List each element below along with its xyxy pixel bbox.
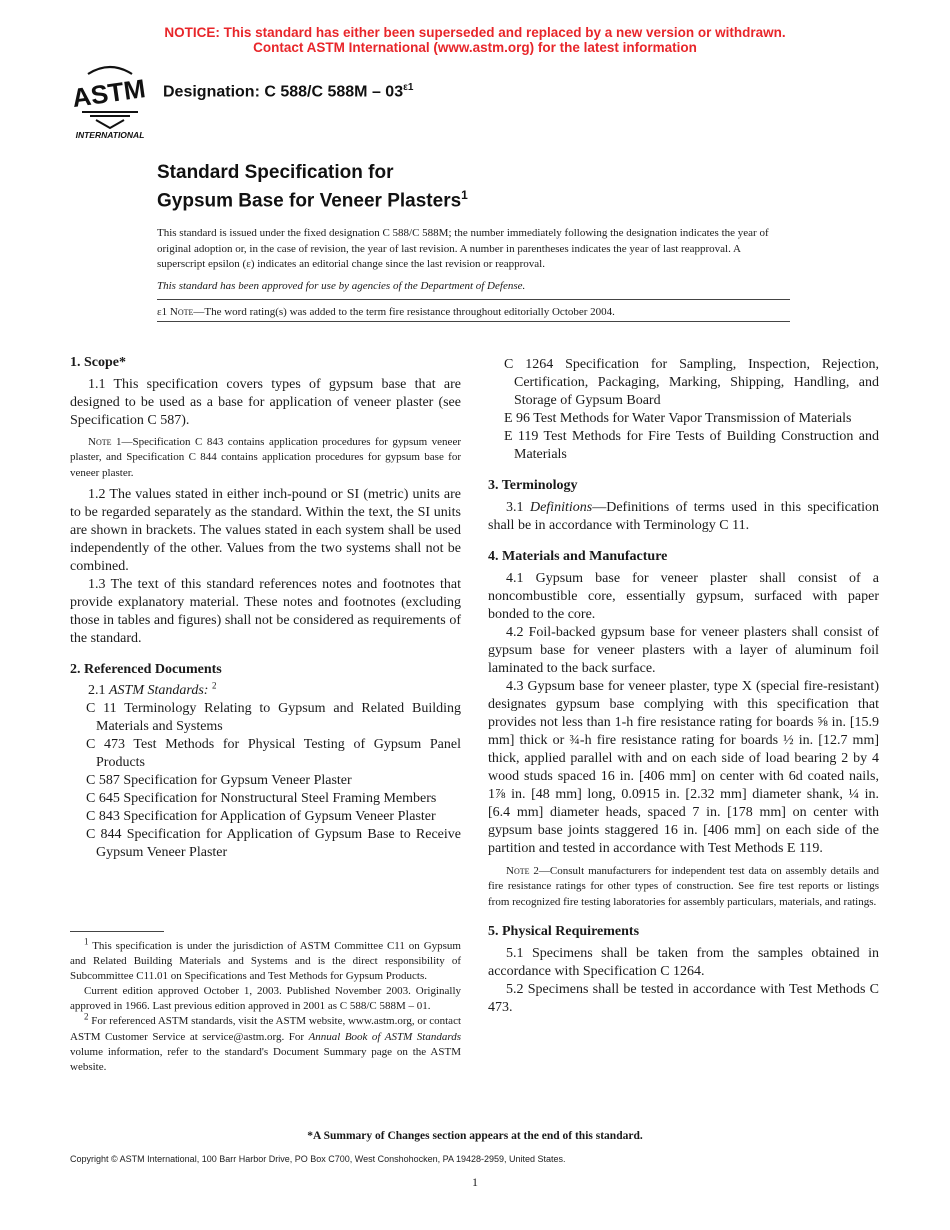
note-2-label: Note	[506, 865, 530, 877]
notice-line-1: NOTICE: This standard has either been superseded and replaced by a new version or withdrawn.	[164, 25, 786, 40]
paragraph-5-1: 5.1 Specimens shall be taken from the samples obtained in accordance with Specification C 1264.	[488, 945, 879, 979]
footnote-1-edition: Current edition approved October 1, 2003. Published November 2003. Originally approved in 1966. Last previous edition approved in 2001 as C 588/C 588M – 01.	[70, 985, 461, 1013]
reference-item: E 119 Test Methods for Fire Tests of Building Construction and Materials	[504, 429, 879, 462]
reference-item: C 843 Specification for Application of Gypsum Veneer Plaster	[86, 808, 436, 824]
reference-item: C 844 Specification for Application of Gypsum Base to Receive Gypsum Veneer Plaster	[86, 826, 461, 860]
paragraph-3-1	[488, 499, 879, 535]
footnote-2	[70, 1011, 462, 1074]
reference-item: C 645 Specification for Nonstructural Steel Framing Members	[86, 790, 437, 806]
section-heading-terminology: 3. Terminology	[488, 478, 578, 493]
note-2	[488, 864, 879, 910]
footnote-divider	[70, 931, 164, 932]
paragraph-4-2: 4.2 Foil-backed gypsum base for veneer plasters shall consist of gypsum base for veneer plasters with a layer of aluminum foil laminated to the back surface.	[488, 625, 879, 676]
reference-item: E 96 Test Methods for Water Vapor Transmission of Materials	[504, 411, 852, 426]
footnote-1	[70, 936, 461, 984]
divider	[157, 321, 790, 322]
section-heading-physical: 5. Physical Requirements	[488, 923, 640, 939]
footnotes	[70, 936, 462, 1075]
paragraph-5-2: 5.2 Specimens shall be tested in accordance with Test Methods C 473.	[488, 981, 879, 1015]
footnote-1-mark: 1	[84, 936, 89, 947]
notice-line-2: Contact ASTM International (www.astm.org) for the latest information	[253, 40, 697, 55]
logo-text: ASTM	[70, 73, 148, 114]
copyright: Copyright © ASTM International, 100 Barr Harbor Drive, PO Box C700, West Conshohocken, PA 19428-2959, United States.	[70, 1154, 566, 1164]
note-1-label: Note	[88, 436, 112, 448]
editorial-mark: ε1	[157, 306, 168, 318]
footnote-2-text-b: volume information, refer to the standard's Document Summary page on the ASTM website.	[70, 1045, 461, 1073]
footnote-2-italic: Annual Book of ASTM Standards	[308, 1030, 462, 1043]
title-footnote-mark: 1	[461, 188, 468, 202]
note-1	[70, 435, 461, 481]
designation	[163, 82, 413, 101]
footnote-1-text: This specification is under the jurisdiction of ASTM Committee C11 on Gypsum and Related Building Materials and Systems and is the direct responsibility of Subcommittee C11.01 on Specifications and Test Methods for Gypsum Products.	[70, 940, 461, 983]
paragraph-3-1-num: 3.1	[506, 500, 524, 515]
reference-item: C 473 Test Methods for Physical Testing of Gypsum Panel Products	[86, 736, 461, 770]
paragraph-1-1: 1.1 This specification covers types of gypsum base that are designed to be used as a base for application of veneer plaster (see Specification C 587).	[70, 377, 461, 428]
withdrawal-notice	[0, 25, 950, 55]
section-heading-scope: 1. Scope*	[70, 355, 126, 370]
paragraph-1-3: 1.3 The text of this standard references notes and footnotes that provide explanatory material. These notes and footnotes (excluding those in tables and figures) shall not be considered as requirements of the standard.	[70, 576, 461, 646]
summary-of-changes-note: *A Summary of Changes section appears at the end of this standard.	[307, 1130, 643, 1142]
editorial-note	[157, 305, 790, 321]
paragraph-3-1-text: —Definitions of terms used in this specification shall be in accordance with Terminology C 11.	[488, 500, 880, 533]
reference-item: C 587 Specification for Gypsum Veneer Plaster	[86, 772, 352, 788]
designation-label: Designation: C 588/C 588M – 03	[163, 83, 404, 101]
editorial-note-label: Note	[169, 306, 194, 318]
reference-item: C 1264 Specification for Sampling, Inspection, Rejection, Certification, Packaging, Marking, Shipping, Handling, and Storage of Gypsum Board	[504, 357, 879, 408]
paragraph-4-3: 4.3 Gypsum base for veneer plaster, type X (special fire-resistant) designates gypsum base complying with this specification that provides not less than 1-h fire resistance rating for boards ⅝ in. [15.9 mm] thick or ¾-h fire resistance rating for boards ½ in. [12.7 mm] thick, applied parallel with and on each side of load bearing 2 by 4 wood studs spaced 16 in. [406 mm] on center with 6d coated nails, 1⅞ in. [48 mm] long, 0.0915 in. [2.32 mm] diameter shank, ¼ in. [6.4 mm] diameter heads, spaced 7 in. [178 mm] on center with gypsum base joints staggered 16 in. [406 mm] on each side of the partition and tested in accordance with Test Methods E 119.	[488, 679, 879, 856]
issuance-statement: This standard is issued under the fixed designation C 588/C 588M; the number immediately following the designation indicates the year of original adoption or, in the case of revision, the year of last revision. A number in parentheses indicates the year of last reapproval. A superscript epsilon (ε) indicates an editorial change since the last revision or reapproval.	[157, 227, 769, 270]
page-number: 1	[472, 1175, 478, 1189]
right-column	[488, 356, 879, 1017]
divider	[157, 299, 790, 300]
footnote-2-text-a: For referenced ASTM standards, visit the ASTM website, www.astm.org, or contact ASTM Customer Service at service@astm.org. For	[70, 1015, 462, 1043]
dod-approval: This standard has been approved for use by agencies of the Department of Defense.	[157, 280, 526, 292]
paragraph-2-1-label: ASTM Standards:	[109, 682, 209, 698]
astm-logo-icon	[68, 62, 152, 142]
left-column	[70, 354, 461, 862]
logo-subtext: INTERNATIONAL	[75, 130, 145, 140]
page-title	[157, 162, 468, 212]
paragraph-4-1: 4.1 Gypsum base for veneer plaster shall consist of a noncombustible core, essentially gypsum, surfaced with paper bonded to the core.	[488, 571, 879, 622]
editorial-note-text: —The word rating(s) was added to the term fire resistance throughout editorially October 2004.	[193, 306, 615, 318]
reference-item: C 11 Terminology Relating to Gypsum and Related Building Materials and Systems	[86, 700, 461, 734]
designation-superscript: ε1	[403, 82, 414, 93]
title-line-1: Standard Specification for	[157, 162, 394, 183]
footnote-2-mark: 2	[84, 1011, 89, 1022]
section-heading-referenced-documents: 2. Referenced Documents	[70, 661, 222, 677]
section-heading-materials: 4. Materials and Manufacture	[488, 549, 668, 564]
paragraph-2-1-num: 2.1	[88, 682, 106, 698]
note-1-text: 1—Specification C 843 contains application procedures for gypsum veneer plaster, and Specification C 844 contains application procedures for gypsum base for veneer plaster.	[70, 436, 461, 479]
title-line-2: Gypsum Base for Veneer Plasters	[157, 190, 462, 212]
paragraph-2-1	[70, 682, 461, 700]
paragraph-1-2: 1.2 The values stated in either inch-pound or SI (metric) units are to be regarded separately as the standard. Within the text, the SI units are shown in brackets. The values stated in each system shall be used independently of the other. Values from the two systems shall not be combined.	[70, 486, 461, 574]
note-2-text: 2—Consult manufacturers for independent test data on assembly details and fire resistance ratings for other types of construction. See fire test reports or listings from recognized fire testing laboratories for assembly particulars, materials, and ratings.	[488, 865, 880, 908]
footnote-mark-2: 2	[211, 680, 217, 691]
paragraph-3-1-label: Definitions	[529, 500, 593, 515]
